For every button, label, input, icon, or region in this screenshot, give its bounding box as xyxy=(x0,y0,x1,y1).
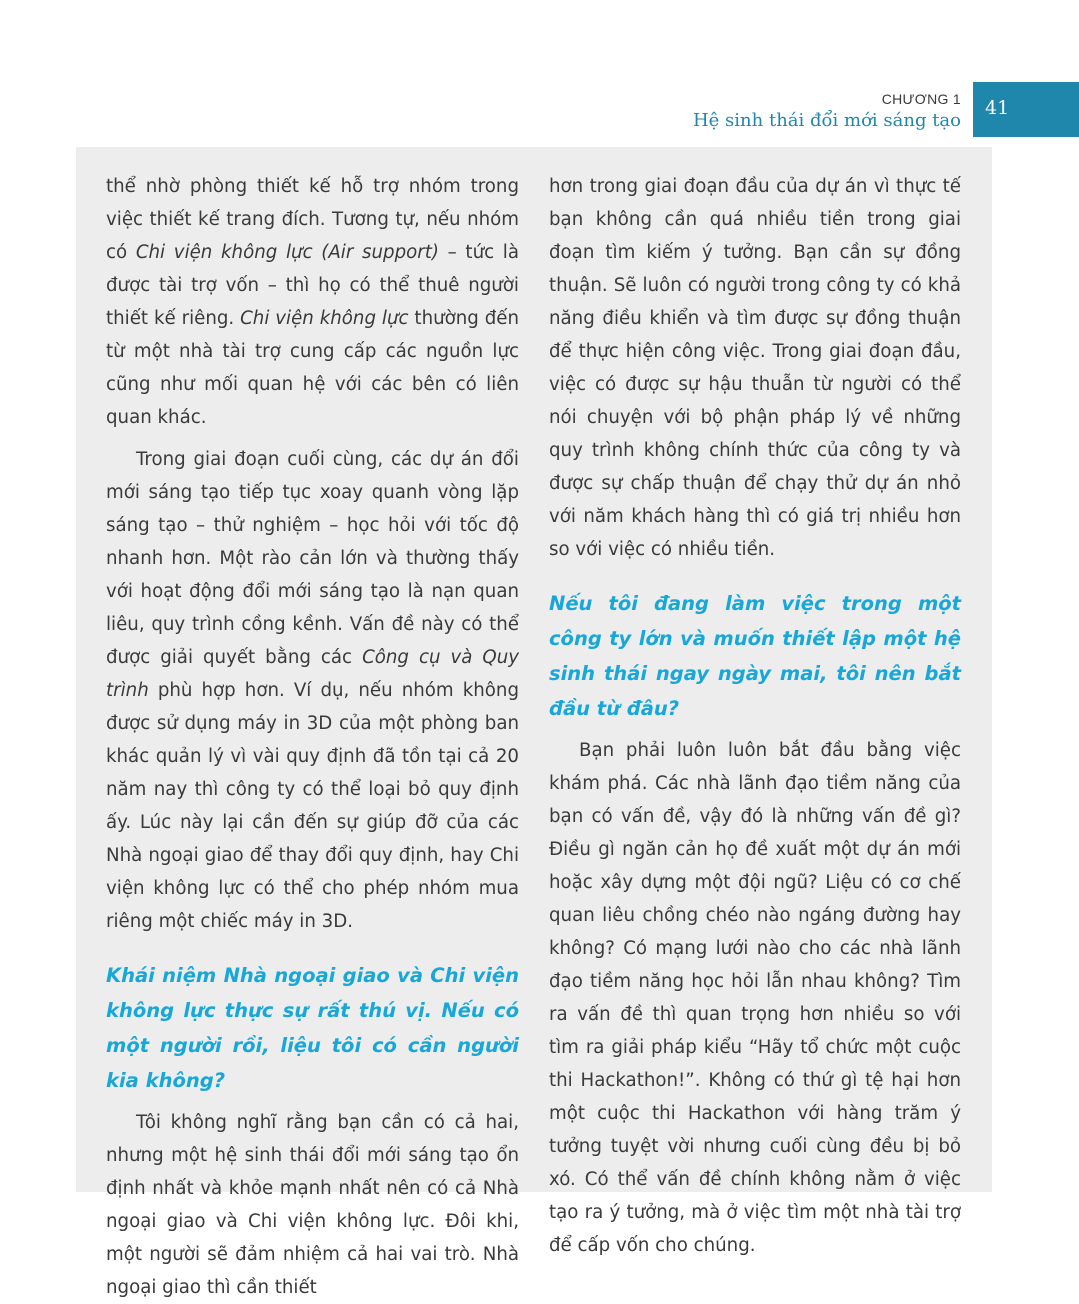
page-number-tab xyxy=(973,82,1079,137)
right-column xyxy=(549,170,961,1262)
paragraph: Bạn phải luôn luôn bắt đầu bằng việc khám phá. Các nhà lãnh đạo tiềm năng của bạn có vấn đề, vậy đó là những vấn đề gì? Điều gì ngăn cản họ đề xuất một dự án mới hoặc xây dựng một đội ngũ? Liệu có cơ chế quan liêu chồng chéo nào ngáng đường hay không? Có mạng lưới nào cho các nhà lãnh đạo tiềm năng học hỏi lẫn nhau không? Tìm ra vấn đề thì quan trọng hơn nhiều so với tìm ra giải pháp kiểu “Hãy tổ chức một cuộc thi Hackathon!”. Không có thứ gì tệ hại hơn một cuộc thi Hackathon với hàng trăm ý tưởng tuyệt vời nhưng cuối cùng đều bị bỏ xó. Có thể vấn đề chính không nằm ở việc tạo ra ý tưởng, mà ở việc tìm một nhà tài trợ để cấp vốn cho chúng. xyxy=(549,740,961,1256)
chapter-title: Hệ sinh thái đổi mới sáng tạo xyxy=(692,110,961,131)
emphasis: Chi viện không lực xyxy=(240,308,409,329)
paragraph: thể nhờ phòng thiết kế hỗ trợ nhóm trong việc thiết kế trang đích. Tương tự, nếu nhóm có Chi viện không lực (Air support) – tức là được tài trợ vốn – thì họ có thể thuê người thiết kế riêng. Chi viện không lực thường đến từ một nhà tài trợ cung cấp các nguồn lực cũng như mối quan hệ với các bên có liên quan khác. xyxy=(106,176,520,428)
question-heading: Khái niệm Nhà ngoại giao và Chi viện không lực thực sự rất thú vị. Nếu có một người rồi, liệu tôi có cần người kia không? xyxy=(106,964,519,1092)
paragraph: hơn trong giai đoạn đầu của dự án vì thực tế bạn không cần quá nhiều tiền trong giai đoạn tìm kiếm ý tưởng. Bạn cần sự đồng thuận. Sẽ luôn có người trong công ty có khả năng điều khiển và tìm được sự đồng thuận để thực hiện công việc. Trong giai đoạn đầu, việc có được sự hậu thuẫn từ người có thể nói chuyện với bộ phận pháp lý về những quy trình không chính thức của công ty và được sự chấp thuận để chạy thử dự án nhỏ với năm khách hàng thì có giá trị nhiều hơn so với việc có nhiều tiền. xyxy=(549,176,961,560)
page-number: 41 xyxy=(985,97,1010,119)
emphasis: Công cụ và Quy trình xyxy=(106,647,519,701)
page-header xyxy=(0,0,1079,140)
paragraph: Tôi không nghĩ rằng bạn cần có cả hai, nhưng một hệ sinh thái đổi mới sáng tạo ổn định nhất và khỏe mạnh nhất nên có cả Nhà ngoại giao và Chi viện không lực. Đôi khi, một người sẽ đảm nhiệm cả hai vai trò. Nhà ngoại giao thì cần thiết xyxy=(106,1112,519,1298)
question-heading: Nếu tôi đang làm việc trong một công ty lớn và muốn thiết lập một hệ sinh thái ngay ngày mai, tôi nên bắt đầu từ đâu? xyxy=(549,592,961,720)
left-column xyxy=(106,170,519,1304)
paragraph: Trong giai đoạn cuối cùng, các dự án đổi mới sáng tạo tiếp tục xoay quanh vòng lặp sáng tạo – thử nghiệm – học hỏi với tốc độ nhanh hơn. Một rào cản lớn và thường thấy với hoạt động đổi mới sáng tạo là nạn quan liêu, quy trình cồng kềnh. Vấn đề này có thể được giải quyết bằng các Công cụ và Quy trình phù hợp hơn. Ví dụ, nếu nhóm không được sử dụng máy in 3D của một phòng ban khác quản lý vì vài quy định đã tồn tại cả 20 năm nay thì công ty có thể loại bỏ quy định ấy. Lúc này lại cần đến sự giúp đỡ của các Nhà ngoại giao để thay đổi quy định, hay Chi viện không lực có thể cho phép nhóm mua riêng một chiếc máy in 3D. xyxy=(106,449,519,932)
chapter-label: CHƯƠNG 1 xyxy=(881,91,961,107)
emphasis: Chi viện không lực (Air support) xyxy=(135,242,439,263)
